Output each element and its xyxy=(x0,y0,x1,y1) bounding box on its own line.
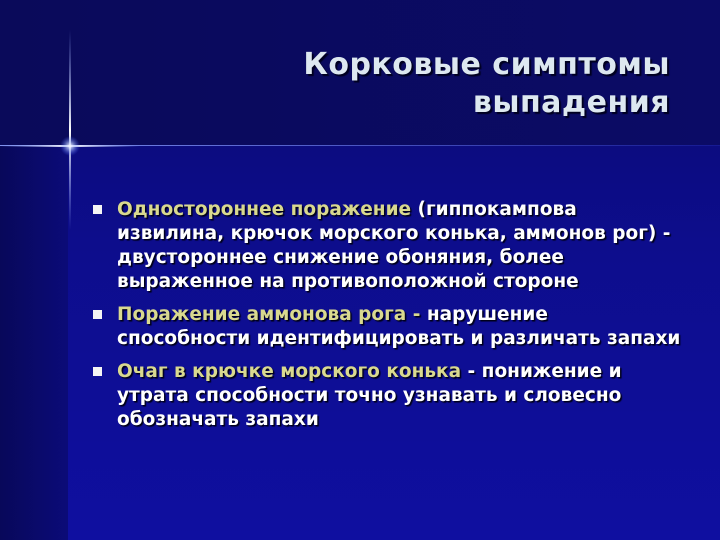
bullet-text: нарушение способности идентифицировать и различать запахи xyxy=(117,304,681,349)
title-line-2: выпадения xyxy=(472,85,670,120)
bullet-item xyxy=(92,360,682,432)
bullet-highlight: Очаг в крючке морского конька xyxy=(117,361,462,382)
bullet-square-icon xyxy=(93,310,102,319)
bullet-highlight: Одностороннее поражение xyxy=(117,199,412,220)
bullet-list xyxy=(92,198,682,441)
bullet-text: (гиппокампова извилина, крючок морского конька, аммонов рог) - двустороннее снижение обоняния, более выраженное на противоположной стороне xyxy=(117,199,671,292)
slide-title xyxy=(110,46,670,122)
bullet-item xyxy=(92,303,682,351)
bullet-square-icon xyxy=(93,205,102,214)
bullet-highlight: Поражение аммонова рога - xyxy=(117,304,421,325)
bullet-text: - понижение и утрата способности точно узнавать и словесно обозначать запахи xyxy=(117,361,622,430)
bullet-item xyxy=(92,198,682,294)
bullet-square-icon xyxy=(93,367,102,376)
title-line-1: Корковые симптомы xyxy=(303,47,670,82)
